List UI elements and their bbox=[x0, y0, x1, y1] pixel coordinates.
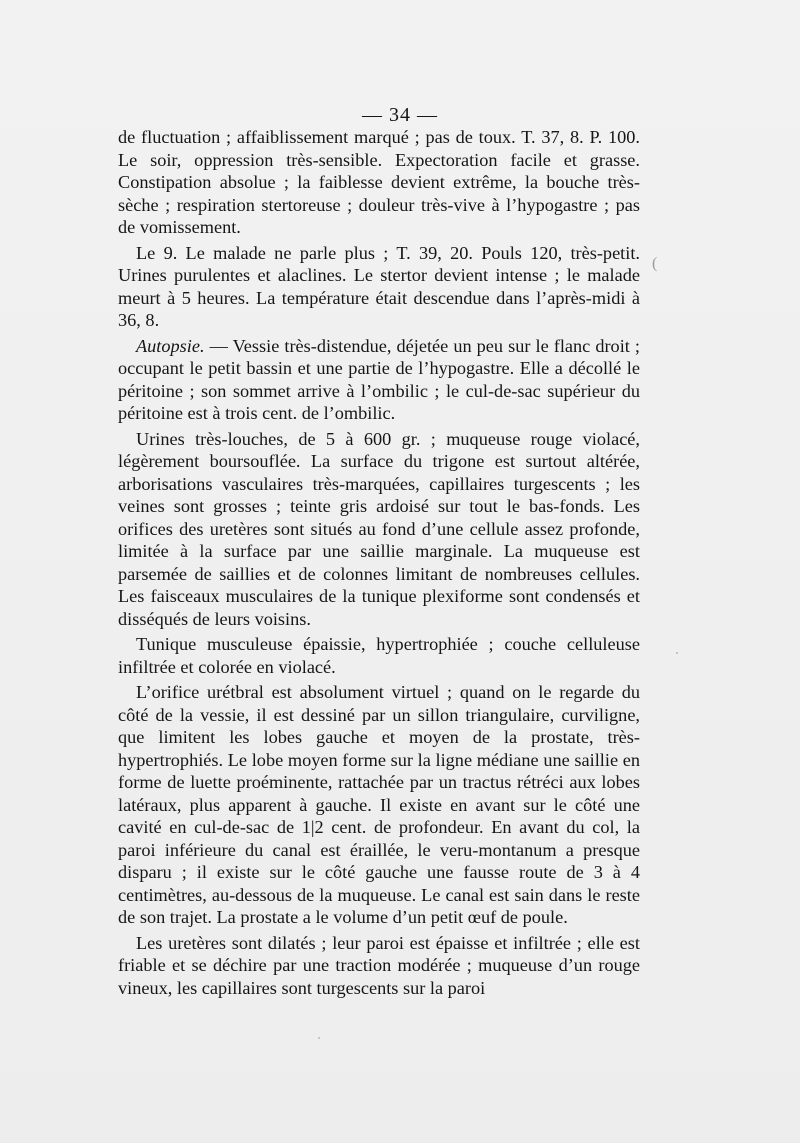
scan-speck-icon bbox=[318, 1037, 320, 1039]
paragraph-7: Les uretères sont dilatés ; leur paroi est épaisse et infiltrée ; elle est friable et se déchire par une traction modérée ; muqueuse d’un rouge vineux, les capillaires sont turgescents sur la paroi bbox=[118, 932, 640, 998]
scan-speck-icon bbox=[676, 652, 678, 654]
margin-mark-icon: ( bbox=[652, 255, 658, 272]
body-text bbox=[118, 126, 640, 1002]
paragraph-2: Le 9. Le malade ne parle plus ; T. 39, 20. Pouls 120, très-petit. Urines purulentes et alaclines. Le stertor devient intense ; le malade meurt à 5 heures. La température était descendue dans l’après-midi à 36, 8. bbox=[118, 242, 640, 330]
paragraph-4: Urines très-louches, de 5 à 600 gr. ; muqueuse rouge violacé, légèrement boursouflée. La surface du trigone est surtout altérée, arborisations vasculaires très-marquées, capillaires turgescents ; les veines sont grosses ; teinte gris ardoisé sur tout le bas-fonds. Les orifices des uretères sont situés au fond d’une cellule assez profonde, limitée à la surface par une saillie marginale. La muqueuse est parsemée de saillies et de colonnes limitant de nombreuses cellules. Les faisceaux musculaires de la tunique plexiforme sont condensés et disséqués de leurs voisins. bbox=[118, 428, 640, 629]
autopsy-lead: Autopsie. bbox=[136, 335, 205, 356]
paragraph-autopsy bbox=[118, 335, 640, 425]
page-number: — 34 — bbox=[362, 104, 438, 126]
paragraph-6: L’orifice urétbral est absolument virtuel ; quand on le regarde du côté de la vessie, il est dessiné par un sillon triangulaire, curviligne, que limitent les lobes gauche et moyen de la prostate, très-hypertrophiés. Le lobe moyen forme sur la ligne médiane une saillie en forme de luette proéminente, rattachée par un tractus rétréci aux lobes latéraux, plus apparent à gauche. Il existe en avant sur le côté une cavité en cul-de-sac de 1|2 cent. de profondeur. En avant du col, la paroi inférieure du canal est éraillée, le veru-montanum a presque disparu ; il existe sur le côté gauche une fausse route de 3 à 4 centimètres, au-dessous de la muqueuse. Le canal est sain dans le reste de son trajet. La prostate a le volume d’un petit œuf de poule. bbox=[118, 682, 640, 927]
paragraph-5: Tunique musculeuse épaissie, hypertrophiée ; couche celluleuse infiltrée et colorée en violacé. bbox=[118, 634, 640, 677]
paragraph-1: de fluctuation ; affaiblissement marqué ; pas de toux. T. 37, 8. P. 100. Le soir, oppression très-sensible. Expectoration facile et grasse. Constipation absolue ; la faiblesse devient extrême, la bouche très-sèche ; respiration stertoreuse ; douleur très-vive à l’hypogastre ; pas de vomissement. bbox=[118, 127, 640, 237]
autopsy-text: — Vessie très-distendue, déjetée un peu sur le flanc droit ; occupant le petit bassin et une partie de l’hypogastre. Elle a décollé le péritoine ; son sommet arrive à l’ombilic ; le cul-de-sac supérieur du péritoine est à trois cent. de l’ombilic. bbox=[118, 335, 640, 423]
